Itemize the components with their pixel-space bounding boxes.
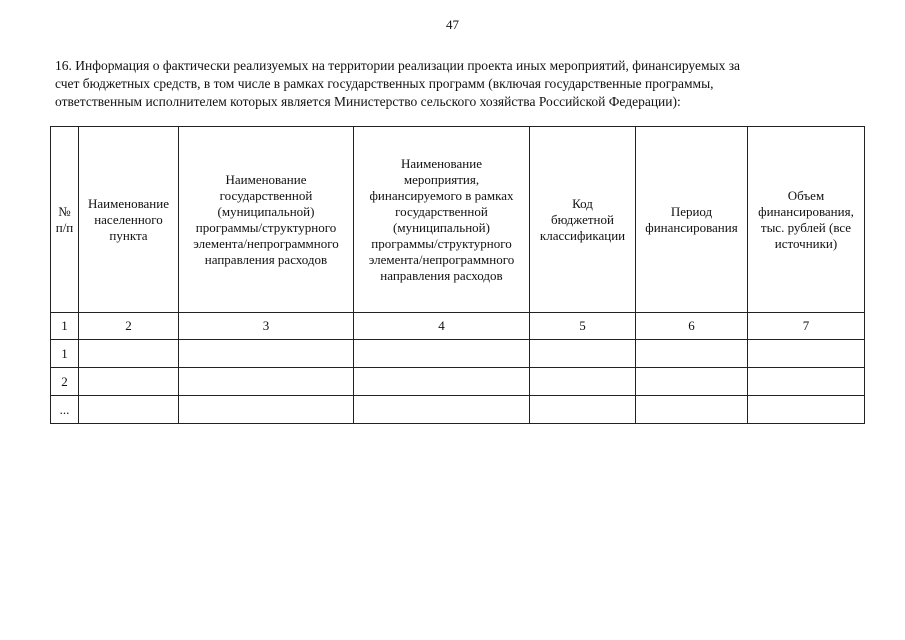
column-number-cell: 4 — [354, 313, 530, 340]
table-cell — [530, 340, 636, 368]
table-row — [51, 340, 865, 368]
column-header-label: Код бюджетной классификации — [539, 195, 626, 243]
column-number-cell: 7 — [748, 313, 865, 340]
column-header-label: Наименование населенного пункта — [88, 195, 169, 243]
column-header-amount — [748, 127, 865, 313]
column-number-row — [51, 313, 865, 340]
column-header-label: Объем финансирования, тыс. рублей (все источники) — [758, 187, 854, 251]
table-cell — [636, 340, 748, 368]
table-cell — [636, 396, 748, 424]
table-cell — [179, 340, 354, 368]
column-number-cell: 6 — [636, 313, 748, 340]
activities-table — [50, 126, 865, 424]
table-cell — [530, 396, 636, 424]
table-cell — [748, 340, 865, 368]
column-header-label: Наименование государственной (муниципальной) программы/структурного элемента/непрограммного направления расходов — [193, 171, 339, 267]
table-cell — [636, 368, 748, 396]
column-header-label: Наименование мероприятия, финансируемого в рамках государственной (муниципальной) программы/структурного элемента/непрограммного направления расходов — [368, 155, 515, 283]
table-cell — [354, 368, 530, 396]
table-cell: 2 — [51, 368, 79, 396]
column-header-budget-code — [530, 127, 636, 313]
column-number-cell: 1 — [51, 313, 79, 340]
table-cell: 1 — [51, 340, 79, 368]
column-header-label: № п/п — [55, 203, 74, 235]
table-cell — [79, 340, 179, 368]
section-heading-line: ответственным исполнителем которых является Министерство сельского хозяйства Российской Федерации): — [55, 94, 681, 109]
table-cell — [79, 368, 179, 396]
column-number-cell: 3 — [179, 313, 354, 340]
table-cell — [179, 396, 354, 424]
section-heading — [55, 57, 855, 111]
column-header-number — [51, 127, 79, 313]
column-number-cell: 5 — [530, 313, 636, 340]
table-cell: ... — [51, 396, 79, 424]
table-row — [51, 368, 865, 396]
table-cell — [179, 368, 354, 396]
column-header-settlement — [79, 127, 179, 313]
table-cell — [354, 396, 530, 424]
column-header-period — [636, 127, 748, 313]
table-cell — [530, 368, 636, 396]
table-cell — [748, 368, 865, 396]
column-header-activity — [354, 127, 530, 313]
page-number: 47 — [446, 17, 459, 32]
table-header-row — [51, 127, 865, 313]
table-cell — [354, 340, 530, 368]
column-number-cell: 2 — [79, 313, 179, 340]
table-cell — [79, 396, 179, 424]
column-header-label: Период финансирования — [645, 203, 738, 235]
table-row — [51, 396, 865, 424]
column-header-program — [179, 127, 354, 313]
section-heading-line: счет бюджетных средств, в том числе в рамках государственных программ (включая государственные программы, — [55, 76, 714, 91]
section-heading-line: 16. Информация о фактически реализуемых на территории реализации проекта иных мероприятий, финансируемых за — [55, 58, 741, 73]
table-cell — [748, 396, 865, 424]
